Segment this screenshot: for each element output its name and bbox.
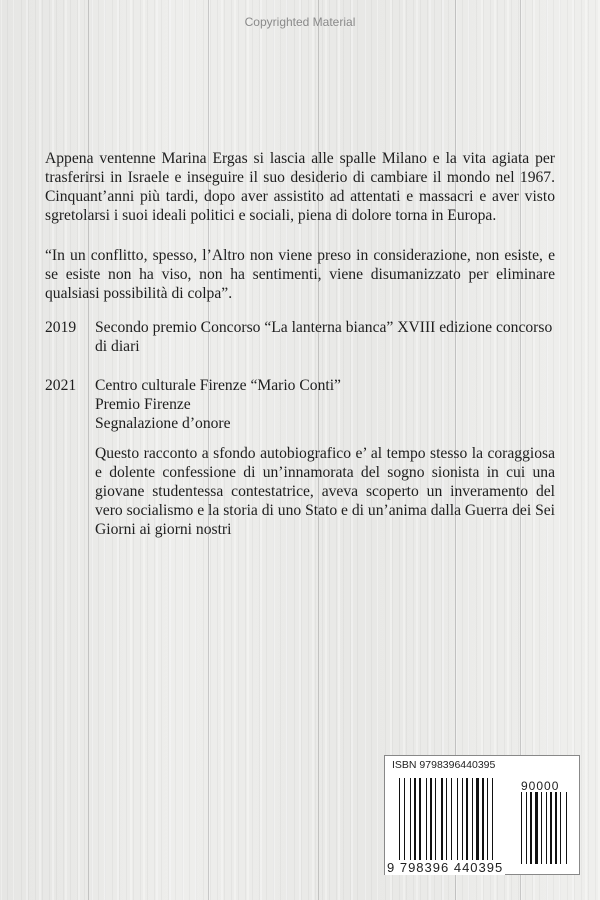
addon-bar <box>521 792 522 864</box>
barcode-bars <box>385 756 579 874</box>
barcode-bar <box>472 778 473 866</box>
award-text: Segnalazione d’onore <box>95 415 231 432</box>
barcode-bar <box>451 778 452 866</box>
barcode-bar <box>399 778 400 866</box>
award-year: 2019 <box>45 319 77 336</box>
barcode-digits: 9 798396 440395 <box>387 860 504 875</box>
addon-bar <box>541 792 542 864</box>
watermark: Copyrighted Material <box>244 15 356 29</box>
barcode-bar <box>426 778 427 866</box>
barcode-bar <box>462 778 463 866</box>
closing-paragraph: Questo racconto a sfondo autobiografico e’ al tempo stesso la coraggiosa e dolente confessione di un’innamorata del sogno sionista in cui una giovane studentessa contestatrice, aveva scoperto un inveramento del vero socialismo e la storia di uno Stato e di un’anima dalla Guerra dei Sei Giorni ai giorni nostri <box>95 445 555 538</box>
award-text: Premio Firenze <box>95 396 191 413</box>
barcode-bar <box>430 778 432 866</box>
barcode-bar <box>457 778 458 866</box>
barcode-bar <box>476 778 479 866</box>
barcode-bar <box>446 778 447 866</box>
barcode-bar <box>482 778 484 866</box>
addon-bar <box>526 792 527 864</box>
quote-paragraph: “In un conflitto, spesso, l’Altro non viene preso in considerazione, non esiste, e se esiste non ha viso, non ha sentimenti, viene disumanizzato per eliminare qualsiasi possibilità di colpa”. <box>45 247 555 302</box>
wood-seam <box>88 0 89 900</box>
barcode-bar <box>441 778 443 866</box>
addon-bar <box>546 792 547 864</box>
addon-bar <box>535 792 538 864</box>
addon-bar <box>560 792 561 864</box>
isbn-barcode <box>384 755 580 875</box>
isbn-label: ISBN 9798396440395 <box>392 759 496 771</box>
intro-paragraph: Appena ventenne Marina Ergas si lascia alle spalle Milano e la vita agiata per trasferirsi in Israele e inseguire il suo desiderio di cambiare il mondo nel 1967. Cinquant’anni più tardi, dopo aver assistito ad attentati e massacri e aver visto sgretolarsi i suoi ideali politici e sociali, piena di dolore torna in Europa. <box>45 150 555 224</box>
addon-bar <box>555 792 557 864</box>
award-text: Secondo premio Concorso “La lanterna bianca” XVIII edizione concorso di diari <box>95 319 553 355</box>
barcode-bar <box>404 778 405 866</box>
barcode-bar <box>466 778 468 866</box>
addon-bar <box>530 792 532 864</box>
award-year: 2021 <box>45 377 77 394</box>
barcode-bar <box>435 778 436 866</box>
addon-bar <box>566 792 567 864</box>
barcode-bar <box>487 778 488 866</box>
award-text: Centro culturale Firenze “Mario Conti” <box>95 377 341 394</box>
barcode-bar <box>419 778 421 866</box>
barcode-bar <box>492 778 493 866</box>
addon-bar <box>550 792 552 864</box>
price-addon: 90000 <box>521 779 560 793</box>
barcode-bar <box>414 778 416 866</box>
barcode-bar <box>410 778 411 866</box>
